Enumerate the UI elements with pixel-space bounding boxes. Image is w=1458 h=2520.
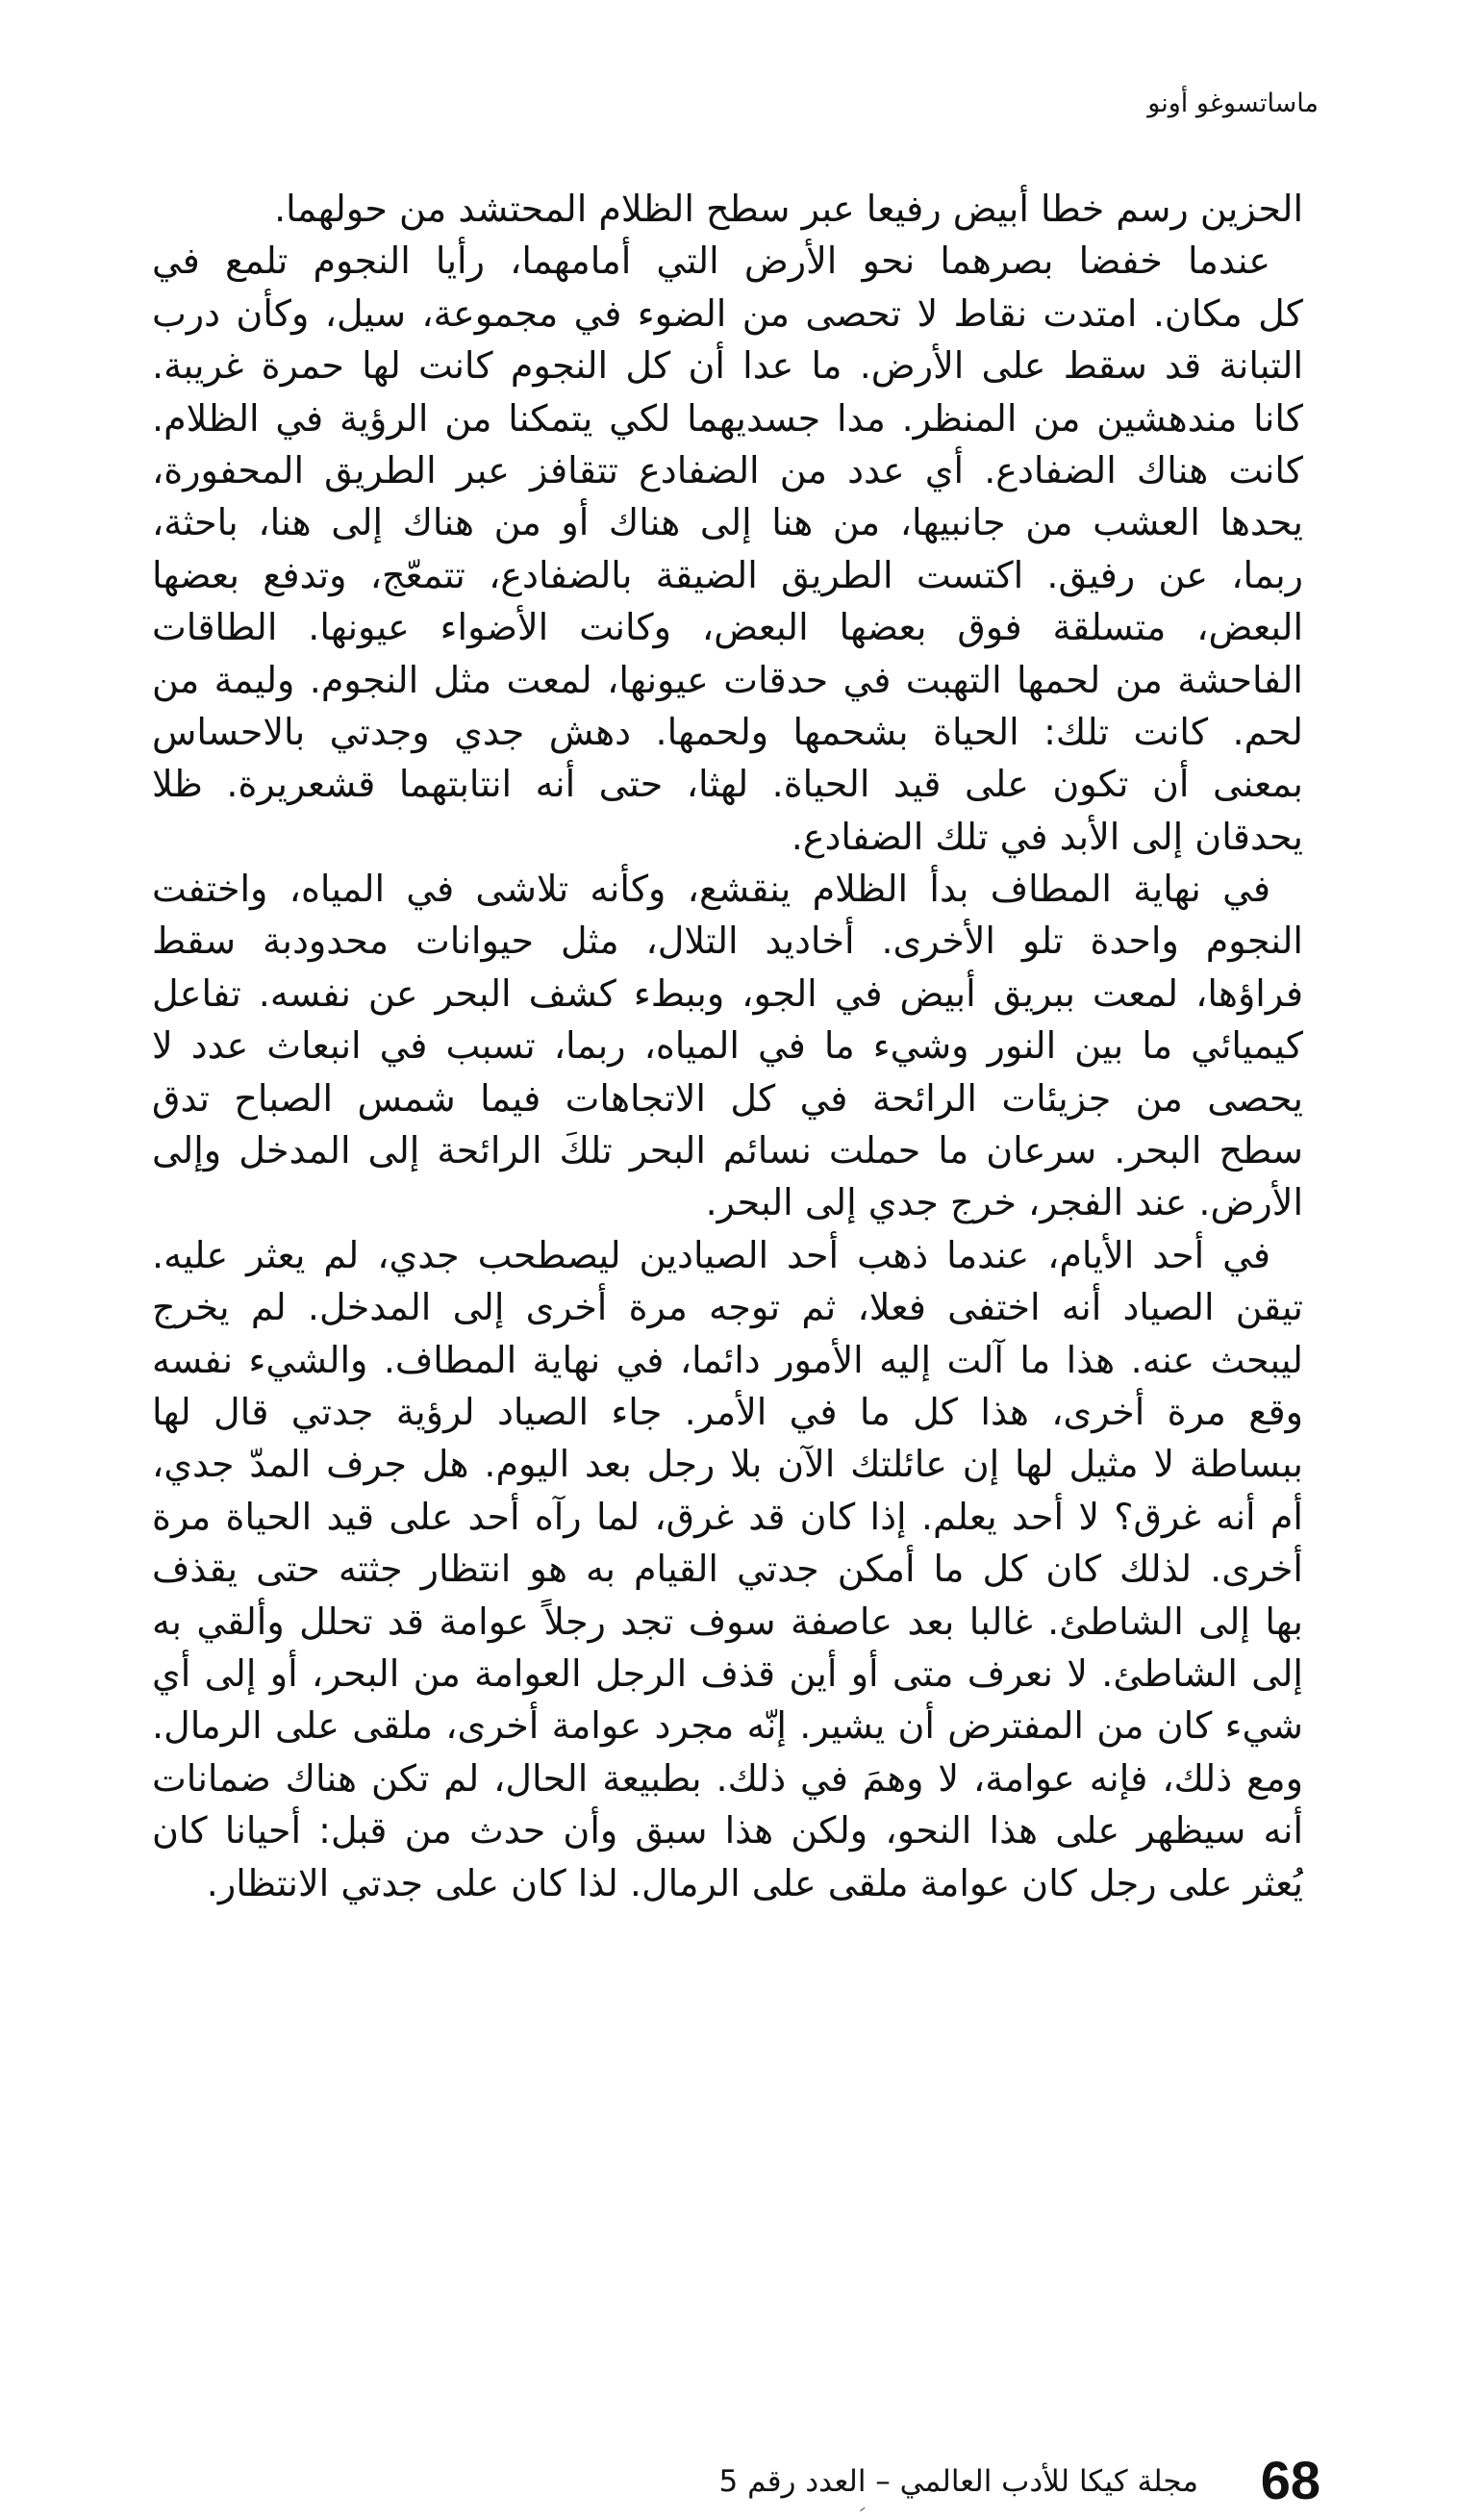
text-line: البعض، متسلقة فوق بعضها البعض، وكانت الأضواء عيونها. الطاقات	[152, 606, 1303, 649]
text-line: إلى الشاطئ. لا نعرف متى أو أين قذف الرجل العوامة من البحر، أو إلى أي	[152, 1651, 1303, 1695]
text-line: يحصى من جزيئات الرائحة في كل الاتجاهات فيما شمس الصباح تدق	[152, 1076, 1303, 1120]
text-line: بمعنى أن تكون على قيد الحياة. لهثا، حتى أنه انتابتهما قشعريرة. ظلا	[152, 763, 1303, 806]
text-line: يحدها العشب من جانبيها، من هنا إلى هناك أو من هناك إلى هنا، باحثة،	[152, 501, 1303, 544]
text-line: الأرض. عند الفجر، خرج جدي إلى البحر.	[705, 1181, 1303, 1224]
text-line: بها إلى الشاطئ. غالبا بعد عاصفة سوف تجد رجلاً عوامة قد تحلل وألقي به	[152, 1600, 1303, 1643]
body-text	[152, 183, 1303, 1909]
text-line: أخرى. لذلك كان كل ما أمكن جدتي القيام به هو انتظار جثته حتى يقذف	[152, 1548, 1303, 1591]
text-line: النجوم واحدة تلو الأخرى. أخاديد التلال، مثل حيوانات محدودبة سقط	[152, 920, 1303, 963]
text-line: لحم. كانت تلك: الحياة بشحمها ولحمها. دهش جدي وجدتي بالاحساس	[152, 710, 1303, 753]
text-line: شيء كان من المفترض أن يشير. إنّه مجرد عوامة أخرى، ملقى على الرمال.	[152, 1704, 1303, 1748]
text-line: عندما خفضا بصرهما نحو الأرض التي أمامهما، رأيا النجوم تلمع في	[152, 239, 1270, 283]
text-line: كانا مندهشين من المنظر. مدا جسديهما لكي يتمكنا من الرؤية في الظلام.	[152, 396, 1303, 440]
text-line: وقع مرة أخرى، هذا كل ما في الأمر. جاء الصياد لرؤية جدتي قال لها	[152, 1390, 1303, 1433]
text-line: التبانة قد سقط على الأرض. ما عدا أن كل النجوم كانت لها حمرة غريبة.	[152, 344, 1303, 388]
page-number: 68	[1260, 2450, 1320, 2510]
text-line: كيميائي ما بين النور وشيء ما في المياه، ربما، تسبب في انبعاث عدد لا	[152, 1024, 1303, 1068]
text-line: كل مكان. امتدت نقاط لا تحصى من الضوء في مجموعة، سيل، وكأن درب	[152, 291, 1303, 335]
text-line: يحدقان إلى الأبد في تلك الضفادع.	[791, 815, 1303, 858]
text-line: الفاحشة من لحمها التهبت في حدقات عيونها، لمعت مثل النجوم. وليمة من	[152, 658, 1303, 701]
print-mark	[860, 2507, 867, 2515]
text-line: فراؤها، لمعت ببريق أبيض في الجو، وببطء كشف البحر عن نفسه. تفاعل	[152, 971, 1303, 1015]
running-header-author: ماساتسوغو أونو	[1147, 88, 1319, 118]
text-line: تيقن الصياد أنه اختفى فعلا، ثم توجه مرة أخرى إلى المدخل. لم يخرج	[152, 1286, 1303, 1329]
text-line: ومع ذلك، فإنه عوامة، لا وهمَ في ذلك. بطبيعة الحال، لم تكن هناك ضمانات	[152, 1756, 1303, 1800]
text-line: ليبحث عنه. هذا ما آلت إليه الأمور دائما، في نهاية المطاف. والشيء نفسه	[152, 1338, 1303, 1381]
text-line: يُعثر على رجل كان عوامة ملقى على الرمال. لذا كان على جدتي الانتظار.	[206, 1861, 1303, 1904]
text-line: أنه سيظهر على هذا النحو، ولكن هذا سبق وأن حدث من قبل: أحيانا كان	[152, 1809, 1303, 1852]
text-line: أم أنه غرق؟ لا أحد يعلم. إذا كان قد غرق، لما رآه أحد على قيد الحياة مرة	[152, 1495, 1303, 1538]
text-line: ربما، عن رفيق. اكتست الطريق الضيقة بالضفادع، تتمعّج، وتدفع بعضها	[152, 553, 1303, 596]
journal-title: مجلة كيكا للأدب العالمي – العدد رقم 5	[718, 2464, 1198, 2499]
text-line: في نهاية المطاف بدأ الظلام ينقشع، وكأنه تلاشى في المياه، واختفت	[152, 868, 1270, 911]
text-line: في أحد الأيام، عندما ذهب أحد الصيادين ليصطحب جدي، لم يعثر عليه.	[152, 1233, 1270, 1276]
text-line: سطح البحر. سرعان ما حملت نسائم البحر تلكَ الرائحة إلى المدخل وإلى	[152, 1129, 1303, 1172]
text-line: كانت هناك الضفادع. أي عدد من الضفادع تتقافز عبر الطريق المحفورة،	[152, 448, 1303, 491]
page-footer	[0, 2450, 1458, 2518]
text-line: ببساطة لا مثيل لها إن عائلتك الآن بلا رجل بعد اليوم. هل جرف المدّ جدي،	[152, 1443, 1303, 1486]
text-line: الحزين رسم خطا أبيض رفيعا عبر سطح الظلام المحتشد من حولهما.	[274, 188, 1303, 230]
